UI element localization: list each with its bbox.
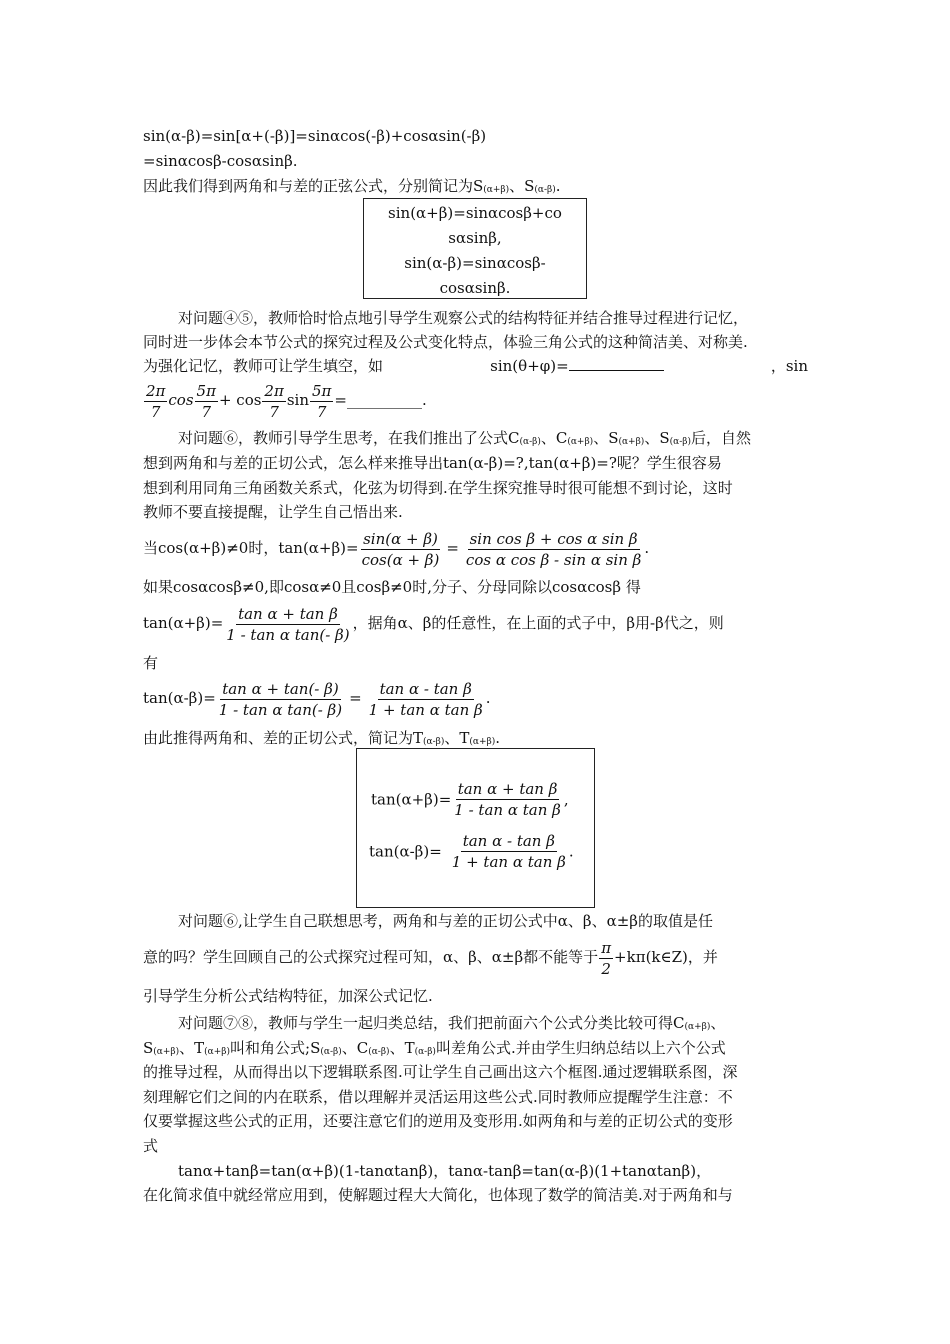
paragraph-line: $S_{(\alpha+\beta)}$、$T_{(\alpha+\beta)}$叫和角公式$;S_{(\alpha-\beta)}$、$C_{(\alpha-\beta)}$、$T_{(\alpha-\beta)}$叫差角公式.并由学生归纳总结以上六个公式 — [143, 1039, 726, 1057]
box1-row: sin(α-β)=sinαcosβ- — [404, 254, 546, 272]
paragraph-line: 刻理解它们之间的内在联系，借以理解并灵活运用这些公式.同时教师应提醒学生注意：不 — [143, 1088, 733, 1106]
paragraph-line: 对问题⑦⑧，教师与学生一起归类总结，我们把前面六个公式分类比较可得$C_{(\alpha+\beta)}$、 — [178, 1014, 726, 1032]
equation-tan-diff-derivation: tan(α-β)= $\frac{\text{tan α + tan(- β)}}{\text{1 - tan α tan(- β)}}$ = $\frac{\text{tan α - tan β}}{\text{1 + tan α tan β}}$ . — [143, 679, 491, 719]
paragraph-line: 式 — [143, 1137, 159, 1155]
paragraph-line: 在化简求值中就经常应用到，使解题过程大大简化，也体现了数学的简洁美.对于两角和与 — [143, 1186, 733, 1204]
box2-row-diff: tan(α-β)= $\frac{\text{tan α - tan β}}{\text{1 + tan α tan β}}$ . — [369, 832, 574, 871]
equation-tan-sum: tan(α+β)= $\frac{\text{tan α + tan β}}{\text{1 - tan α tan(- β)}}$ ，据角α、β的任意性，在上面的式子中，β用-β代之，则 — [143, 604, 724, 644]
paragraph-line: 的推导过程，从而得出以下逻辑联系图.可让学生自己画出这六个框图.通过逻辑联系图，深 — [143, 1063, 738, 1081]
paragraph-line: 如果cosαcosβ≠0,即cosα≠0且cosβ≠0时,分子、分母同除以cosαcosβ 得 — [143, 578, 641, 596]
text-tangent-formula-intro: 由此推得两角和、差的正切公式，简记为$T_{(\alpha-\beta)}$、$T_{(\alpha+\beta)}$. — [143, 729, 501, 747]
paragraph-line: 对问题⑥，教师引导学生思考，在我们推出了公式$C_{(\alpha-\beta)}$、$C_{(\alpha+\beta)}$、$S_{(\alpha+\beta)}$、$S_{(\alpha-\beta)}$后，自然 — [178, 429, 751, 447]
equation-tan-sum-derivation: 当cos(α+β)≠0时，tan(α+β)= $\frac{\sin(\alpha + \beta)}{\cos(\alpha + \beta)}$ = $\frac{\text{sin cos β + cos α sin β}}{\text{cos α cos β - sin α sin β}}$ . — [143, 529, 650, 569]
paragraph-line: 引导学生分析公式结构特征，加深公式记忆. — [143, 987, 433, 1005]
box2-row-sum: tan(α+β)= $\frac{\text{tan α + tan β}}{\text{1 - tan α tan β}}$ , — [371, 780, 569, 819]
paragraph-line: 有 — [143, 654, 159, 672]
answer-blank — [569, 356, 664, 371]
paragraph-line: 想到利用同角三角函数关系式，化弦为切得到.在学生探究推导时很可能想不到讨论，这时 — [143, 479, 733, 497]
paragraph-line: 对问题④⑤，教师恰时恰点地引导学生观察公式的结构特征并结合推导过程进行记忆， — [178, 309, 749, 327]
sine-formula-box — [363, 198, 587, 299]
formula-line-tan-variants: tanα+tanβ=tan(α+β)(1-tanαtanβ)，tanα-tanβ=tan(α-β)(1+tanαtanβ)， — [178, 1162, 712, 1180]
box1-row: sαsinβ, — [448, 229, 502, 247]
formula-line-sin-diff: sin(α-β)=sin[α+(-β)]=sinαcos(-β)+cosαsin(-β) — [143, 127, 487, 145]
fill-blank-line: 为强化记忆，教师可让学生填空，如 sin(θ+φ)= ，sin — [143, 357, 808, 375]
paragraph-line: 仅要掌握这些公式的正用，还要注意它们的逆用及变形用.如两角和与差的正切公式的变形 — [143, 1112, 733, 1130]
formula-line-sin-diff-result: =sinαcosβ-cosαsinβ. — [143, 152, 298, 170]
paragraph-line: 对问题⑥,让学生自己联想思考，两角和与差的正切公式中α、β、α±β的取值是任 — [178, 912, 713, 930]
box1-row: cosαsinβ. — [439, 279, 511, 297]
paragraph-line: 同时进一步体会本节公式的探究过程及公式变化特点，体验三角公式的这种简洁美、对称美. — [143, 333, 748, 351]
paragraph-line: 想到两角和与差的正切公式，怎么样来推导出tan(α-β)=?,tan(α+β)=?呢？学生很容易 — [143, 454, 722, 472]
box1-row: sin(α+β)=sinαcosβ+co — [388, 204, 562, 222]
fill-blank-expression: $\frac{2\pi}{7}$ cos $\frac{5\pi}{7}$ + cos $\frac{2\pi}{7}$ sin $\frac{5\pi}{7}$ =__________. — [146, 381, 427, 421]
paragraph-line: 教师不要直接提醒，让学生自己悟出来. — [143, 503, 403, 521]
text-sine-formula-intro: 因此我们得到两角和与差的正弦公式，分别简记为$S_{(\alpha+\beta)}$、$S_{(\alpha-\beta)}$. — [143, 177, 561, 195]
paragraph-line: 意的吗？学生回顾自己的公式探究过程可知，α、β、α±β都不能等于 $\frac{\pi}{2}$ +kπ(k∈Z)，并 — [143, 938, 718, 978]
tangent-formula-box — [356, 748, 595, 908]
